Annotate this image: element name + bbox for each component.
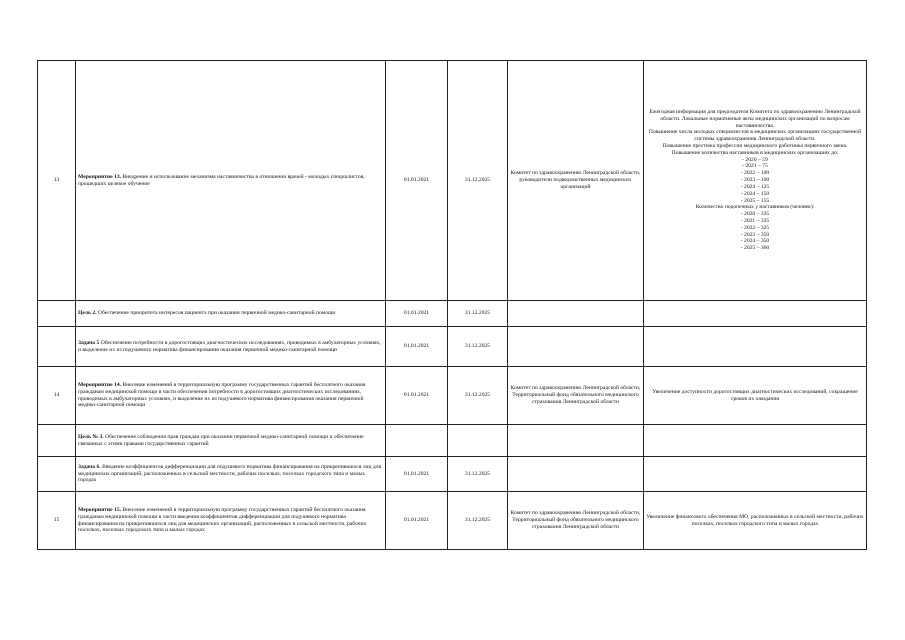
table-row	[38, 457, 867, 492]
start-date: 01.01.2021	[386, 327, 448, 367]
start-date: 01.01.2021	[386, 61, 448, 301]
table-row	[38, 425, 867, 457]
result-cell: Ежегодная информация для председателя Комитета по здравоохранению Ленинградской области. Локальные нормативные акты медицинских организаций по вопросам наставничества. Повышение числа молодых специалистов в медицинских организациях государственной системы здравоохранения Ленинградской области. Повышение престижа профессии медицинского работника первичного звена. Повышение количества наставников в медицинских организациях до: - 2020 – 59 - 2021 – 75 - 2022 – 100 - 2023 – 100 - 2024 – 125 - 2024 – 150 - 2025 – 155 Количество подопечных у наставников (человек): - 2020 – 335 - 2021 – 335 - 2022 – 325 - 2023 – 350 - 2024 – 350 - 2025 – 360	[644, 61, 867, 301]
end-date: 31.12.2025	[448, 367, 508, 425]
end-date: 31.12.2025	[448, 492, 508, 550]
table-row	[38, 327, 867, 367]
start-date	[386, 425, 448, 457]
goal-cell: Цель 2. Обеспечение приоритета интересов пациента при оказании первичной медико-санитарной помощи	[76, 301, 386, 327]
row-number	[38, 327, 76, 367]
row-number: 14	[38, 367, 76, 425]
start-date: 01.01.2021	[386, 367, 448, 425]
result-cell	[644, 301, 867, 327]
start-date: 01.01.2021	[386, 492, 448, 550]
row-number: 15	[38, 492, 76, 550]
document-page	[37, 60, 867, 550]
end-date: 31.12.2025	[448, 61, 508, 301]
table-row	[38, 492, 867, 550]
event-cell: Мероприятие 14. Внесение изменений в территориальную программу государственных гарантий бесплатного оказания гражданам медицинской помощи в части обеспечения потребности в дорогостоящих диагностических исследованиях, проводимых в амбулаторных условиях, и выделение их из подушевого норматива финансирования оказания первичной медико-санитарной помощи	[76, 367, 386, 425]
end-date: 31.12.2025	[448, 457, 508, 492]
end-date: 31.12.2025	[448, 327, 508, 367]
end-date	[448, 425, 508, 457]
start-date: 01.01.2021	[386, 457, 448, 492]
event-cell: Мероприятие 13. Внедрение и использование механизма наставничества в отношении врачей - молодых специалистов, прошедших целевое обучение	[76, 61, 386, 301]
goal-cell: Цель № 3. Обеспечение соблюдения прав граждан при оказании первичной медико-санитарной помощи и обеспечение связанных с этими правами государственных гарантий	[76, 425, 386, 457]
table-row	[38, 367, 867, 425]
result-cell	[644, 425, 867, 457]
row-number	[38, 457, 76, 492]
table-row	[38, 301, 867, 327]
row-number	[38, 425, 76, 457]
table-row	[38, 61, 867, 301]
result-cell	[644, 457, 867, 492]
task-cell: Задача 5 Обеспечение потребности в дорогостоящих диагностических исследованиях, проводимых в амбулаторных условиях, и выделение их из подушевого норматива финансирования оказания первичной медико-санитарной помощи	[76, 327, 386, 367]
result-cell	[644, 327, 867, 367]
result-cell: Увеличение доступности дорогостоящих диагностических исследований, сокращение сроков их ожидания	[644, 367, 867, 425]
start-date: 01.01.2021	[386, 301, 448, 327]
executor-cell	[508, 327, 644, 367]
executor-cell: Комитет по здравоохранению Ленинградской области, Территориальный фонд обязательного медицинского страхования Ленинградской области	[508, 492, 644, 550]
executor-cell	[508, 457, 644, 492]
task-cell: Задача 6. Введение коэффициентов дифференциации для подушевого норматива финансирования на прикрепившихся лиц для медицинских организаций, расположенных в сельской местности, рабочих поселках, поселках городского типа и малых городах	[76, 457, 386, 492]
measures-table	[37, 60, 867, 550]
event-cell: Мероприятие 15. Внесение изменений в территориальную программу государственных гарантий бесплатного оказания гражданам медицинской помощи в части введения коэффициентов дифференциации для подушевого норматива финансирования на прикрепившихся лиц для медицинских организаций, расположенных в сельской местности, рабочих поселках, поселках городского типа и малых городах	[76, 492, 386, 550]
result-cell: Увеличение финансового обеспечения МО, расположенных в сельской местности, рабочих поселках, поселках городского типа и малых городах	[644, 492, 867, 550]
executor-cell: Комитет по здравоохранению Ленинградской области, Территориальный фонд обязательного медицинского страхования Ленинградской области	[508, 367, 644, 425]
row-number: 13	[38, 61, 76, 301]
executor-cell: Комитет по здравоохранению Ленинградской области, руководители подведомственных медицинских организаций	[508, 61, 644, 301]
row-number	[38, 301, 76, 327]
executor-cell	[508, 301, 644, 327]
executor-cell	[508, 425, 644, 457]
end-date: 31.12.2025	[448, 301, 508, 327]
